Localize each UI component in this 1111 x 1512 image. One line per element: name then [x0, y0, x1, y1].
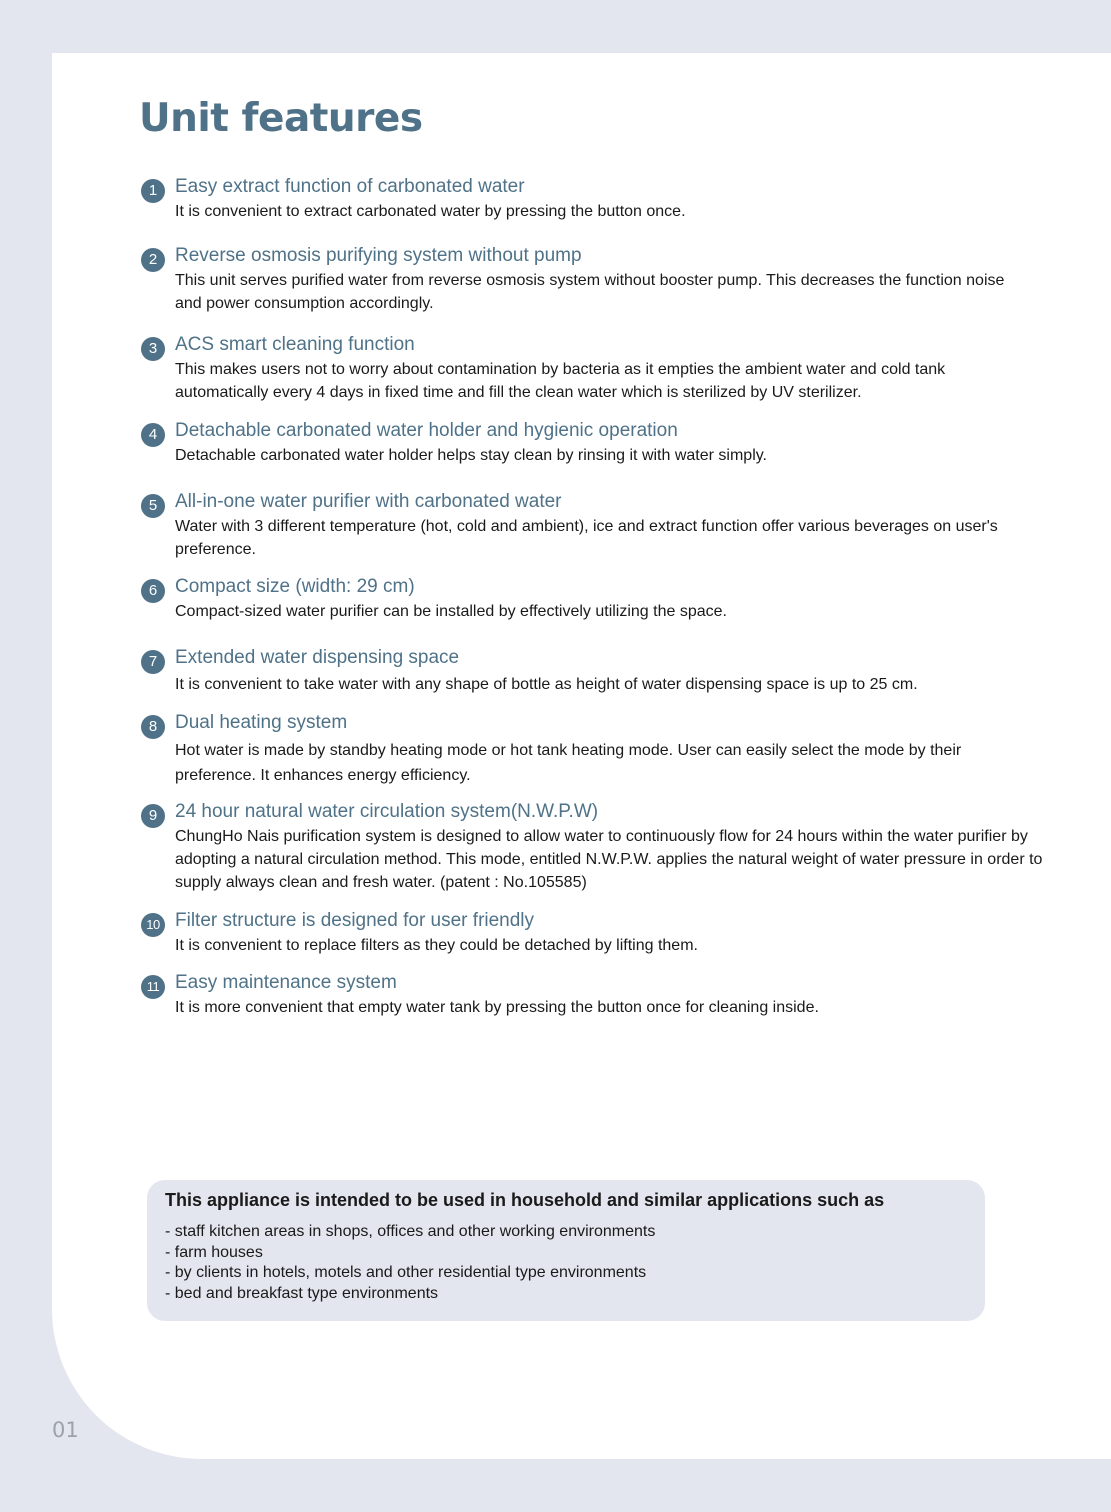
notice-item: - farm houses — [165, 1243, 263, 1261]
feature-description: It is convenient to replace filters as they could be detached by lifting them. — [175, 937, 698, 954]
feature-number-badge: 3 — [141, 337, 165, 361]
feature-number-badge: 9 — [141, 804, 165, 828]
notice-item: - staff kitchen areas in shops, offices and other working environments — [165, 1223, 656, 1240]
feature-title: Filter structure is designed for user friendly — [175, 910, 535, 931]
notice-title: This appliance is intended to be used in household and similar applications such as — [165, 1190, 885, 1210]
feature-number-badge: 6 — [141, 579, 165, 603]
feature-title: Dual heating system — [175, 712, 348, 733]
feature-title: Reverse osmosis purifying system without pump — [175, 245, 582, 266]
feature-number-badge: 11 — [141, 975, 165, 999]
feature-description: Compact-sized water purifier can be installed by effectively utilizing the space. — [175, 603, 727, 620]
feature-title: Extended water dispensing space — [175, 647, 460, 668]
feature-description: ChungHo Nais purification system is designed to allow water to continuously flow for 24 hours within the water purifier by adopting a natural circulation method. This mode, entitled N.W.P.W. applies the natural weight of water pressure in order to supply always clean and fresh water. (patent : No.105585) — [175, 828, 1043, 891]
page-title: Unit features — [139, 96, 423, 141]
feature-number-badge: 8 — [141, 715, 165, 739]
page-number: 01 — [52, 1418, 79, 1442]
feature-number-badge: 2 — [141, 248, 165, 272]
usage-notice-box — [147, 1180, 985, 1321]
feature-number-badge: 1 — [141, 179, 165, 203]
notice-item: - by clients in hotels, motels and other residential type environments — [165, 1264, 647, 1282]
feature-number-badge: 7 — [141, 650, 165, 674]
feature-title: Compact size (width: 29 cm) — [175, 576, 415, 597]
notice-list — [165, 1222, 655, 1305]
notice-item: - bed and breakfast type environments — [165, 1285, 439, 1303]
feature-description: It is convenient to extract carbonated water by pressing the button once. — [175, 203, 686, 220]
feature-title: Easy extract function of carbonated water — [175, 176, 525, 197]
feature-description: Water with 3 different temperature (hot, cold and ambient), ice and extract function offer various beverages on user's preference. — [175, 518, 998, 558]
feature-title: Detachable carbonated water holder and hygienic operation — [175, 420, 678, 441]
feature-number-badge: 4 — [141, 423, 165, 447]
feature-title: ACS smart cleaning function — [175, 334, 415, 355]
feature-description: Detachable carbonated water holder helps stay clean by rinsing it with water simply. — [175, 447, 767, 464]
feature-description: Hot water is made by standby heating mode or hot tank heating mode. User can easily select the mode by their preference. It enhances energy efficiency. — [175, 742, 962, 784]
feature-title: 24 hour natural water circulation system(N.W.P.W) — [175, 801, 599, 822]
feature-number-badge: 10 — [141, 913, 165, 937]
feature-number-badge: 5 — [141, 494, 165, 518]
feature-description: It is more convenient that empty water tank by pressing the button once for cleaning inside. — [175, 999, 819, 1016]
feature-title: Easy maintenance system — [175, 972, 397, 993]
feature-description: This unit serves purified water from reverse osmosis system without booster pump. This decreases the function noise and power consumption accordingly. — [175, 272, 1005, 312]
feature-description: It is convenient to take water with any shape of bottle as height of water dispensing space is up to 25 cm. — [175, 676, 918, 693]
feature-description: This makes users not to worry about contamination by bacteria as it empties the ambient water and cold tank automatically every 4 days in fixed time and fill the clean water which is sterilized by UV sterilizer. — [175, 361, 946, 401]
feature-title: All-in-one water purifier with carbonated water — [175, 491, 562, 512]
